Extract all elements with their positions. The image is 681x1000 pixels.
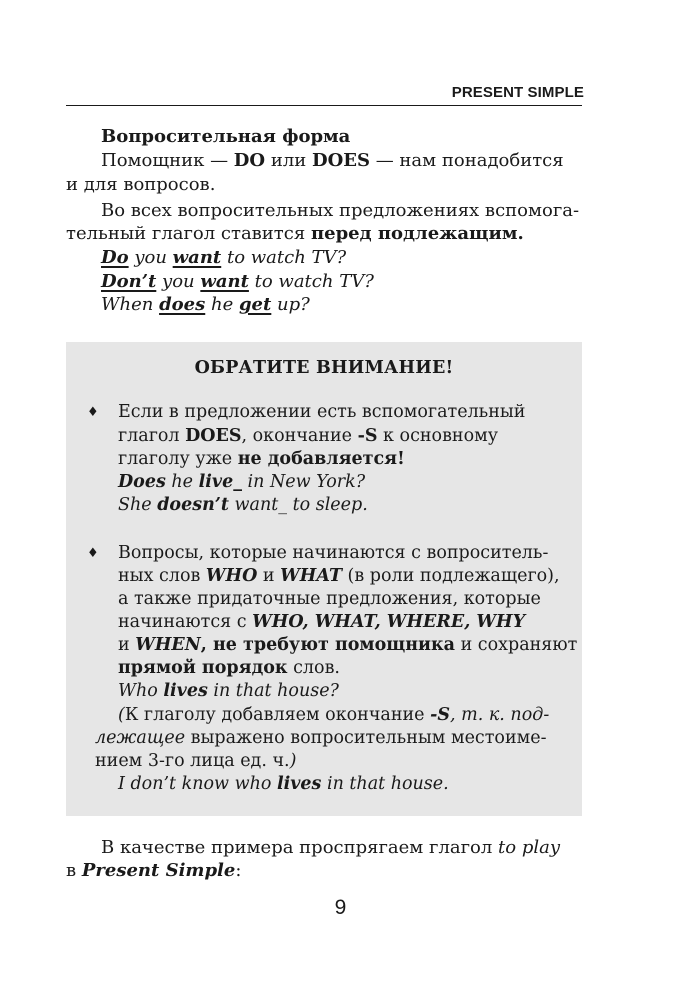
paragraph-line	[66, 222, 524, 246]
keyword: -S	[357, 426, 378, 446]
text: лежащее	[95, 728, 186, 748]
note-line	[95, 749, 296, 773]
example-sentence	[118, 679, 339, 703]
example-sentence	[101, 293, 310, 317]
example-sentence	[118, 470, 365, 494]
verb-example: to play	[498, 837, 561, 858]
text: слов.	[287, 658, 340, 678]
emphasis: не добавляется!	[237, 449, 405, 469]
main-verb: get	[238, 294, 272, 315]
main-verb: want	[200, 271, 249, 292]
diamond-bullet-icon: ♦	[87, 546, 99, 561]
text: Помощник —	[101, 150, 234, 171]
keyword-do: DO	[233, 150, 266, 171]
note-line	[95, 726, 547, 750]
item-line	[118, 610, 525, 634]
item-line	[118, 656, 340, 680]
example-sentence	[101, 246, 346, 270]
text: in that house.	[321, 774, 449, 794]
emphasis: перед подлежащим.	[310, 223, 524, 244]
paragraph-line: и для вопросов.	[66, 174, 216, 195]
text: ных слов	[118, 566, 206, 586]
attention-callout	[66, 342, 582, 816]
text: want_ to sleep.	[228, 495, 368, 515]
running-header-title: PRESENT SIMPLE	[451, 84, 584, 101]
text: (	[118, 705, 125, 725]
text: you	[156, 271, 201, 292]
text: he	[205, 294, 239, 315]
keyword-does: DOES	[311, 150, 370, 171]
keyword: WHO, WHAT, WHERE, WHY	[252, 612, 526, 632]
text: и	[118, 635, 136, 655]
text: I don’t know who	[118, 774, 277, 794]
main-verb: lives	[163, 681, 208, 701]
text: в	[66, 860, 82, 881]
item-line: Если в предложении есть вспомогательный	[118, 402, 526, 422]
text: to watch TV?	[221, 247, 347, 268]
main-verb: live_	[198, 472, 242, 492]
main-verb: lives	[276, 774, 322, 794]
text: выражено вопросительным местоиме-	[185, 728, 547, 748]
item-line: Вопросы, которые начинаются с вопроситель-	[118, 543, 549, 563]
aux-verb: doesn’t	[157, 495, 229, 515]
paragraph-line	[101, 836, 560, 860]
aux-verb: does	[159, 294, 206, 315]
text: Who	[118, 681, 164, 701]
keyword: WHAT	[280, 566, 342, 586]
text: he	[165, 472, 199, 492]
item-line: а также придаточные предложения, которые	[118, 589, 541, 609]
text: When	[101, 294, 160, 315]
text: или	[265, 150, 312, 171]
main-verb: want	[172, 247, 222, 268]
aux-verb: Do	[101, 247, 129, 268]
text: )	[289, 751, 297, 771]
item-line	[118, 447, 405, 471]
paragraph-line: Во всех вопросительных предложениях вспомога-	[101, 200, 580, 221]
paragraph-line	[66, 859, 241, 883]
diamond-bullet-icon: ♦	[87, 405, 99, 420]
item-line	[118, 633, 577, 657]
text: in that house?	[207, 681, 339, 701]
text: — нам понадобится	[369, 150, 564, 171]
text: глагол	[118, 426, 186, 446]
text: in New York?	[241, 472, 366, 492]
header-rule	[66, 105, 582, 106]
text: тельный глагол ставится	[66, 223, 311, 244]
text: (в роли подлежащего),	[341, 566, 560, 586]
tense-name: Present Simple	[81, 860, 236, 881]
keyword: DOES	[185, 426, 242, 446]
keyword: -S	[430, 705, 450, 725]
emphasis: , не требуют помощника	[200, 635, 456, 655]
section-heading: Вопросительная форма	[101, 126, 351, 147]
text: К глаголу добавляем окончание	[124, 705, 431, 725]
item-line	[118, 564, 560, 588]
example-sentence	[101, 270, 374, 294]
aux-verb: Don’t	[101, 271, 157, 292]
paragraph-line	[101, 149, 564, 173]
text: up?	[271, 294, 310, 315]
example-sentence	[118, 493, 368, 517]
text: и	[257, 566, 281, 586]
text: to watch TV?	[248, 271, 374, 292]
text: , т. к. под-	[450, 705, 550, 725]
text: и сохраняют	[455, 635, 578, 655]
callout-heading: ОБРАТИТЕ ВНИМАНИЕ!	[194, 358, 454, 378]
text: начинаются с	[118, 612, 253, 632]
text: :	[235, 860, 242, 881]
text: к основному	[377, 426, 499, 446]
item-line	[118, 424, 498, 448]
text: В качестве примера проспрягаем глагол	[101, 837, 499, 858]
text: глаголу уже	[118, 449, 238, 469]
text: She	[118, 495, 158, 515]
text: , окончание	[241, 426, 358, 446]
aux-verb: Does	[118, 472, 166, 492]
text: you	[128, 247, 173, 268]
note-line	[118, 703, 549, 727]
text: нием 3-го лица ед. ч.	[95, 751, 290, 771]
keyword: WHO	[205, 566, 258, 586]
emphasis: прямой порядок	[118, 658, 288, 678]
page-number: 9	[334, 896, 347, 919]
keyword: WHEN	[135, 635, 201, 655]
example-sentence	[118, 772, 449, 796]
